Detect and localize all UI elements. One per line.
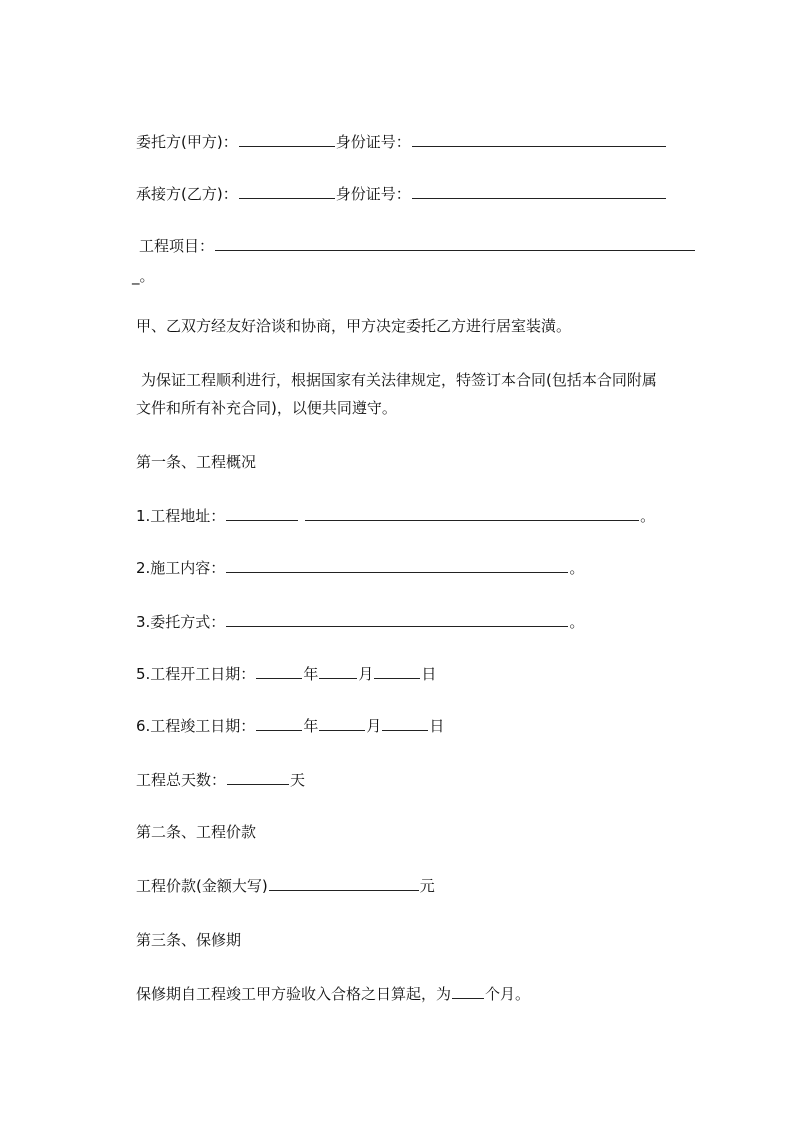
price-line: [136, 876, 700, 896]
end-day-blank[interactable]: [382, 716, 428, 731]
price-unit: 元: [419, 877, 435, 895]
article1-title: 第一条、工程概况: [136, 453, 257, 471]
start-month: 月: [358, 665, 374, 683]
total-days-label: 工程总天数：: [136, 771, 227, 789]
start-year-blank[interactable]: [256, 664, 302, 679]
item5-line: [136, 664, 700, 684]
end-month-blank[interactable]: [319, 716, 365, 731]
end-year: 年: [303, 717, 319, 735]
contractor-label: 承接方(乙方)：: [136, 185, 238, 203]
total-days-blank[interactable]: [227, 770, 289, 785]
item6-label: 6.工程竣工日期：: [136, 717, 256, 735]
agreement-text: 甲、乙双方经友好洽谈和协商，甲方决定委托乙方进行居室装潢。: [136, 317, 572, 335]
article3-title: 第三条、保修期: [136, 931, 242, 949]
method-blank[interactable]: [226, 612, 568, 627]
contractor-id-blank[interactable]: [412, 184, 666, 199]
purpose-text-2: 文件和所有补充合同)，以便共同遵守。: [136, 399, 397, 417]
item6-line: [136, 716, 700, 736]
start-year: 年: [303, 665, 319, 683]
total-days-unit: 天: [290, 771, 306, 789]
end-month: 月: [366, 717, 382, 735]
item1-label: 1.工程地址：: [136, 507, 226, 525]
project-line: [139, 236, 703, 256]
warranty-months-blank[interactable]: [452, 984, 484, 999]
warranty-line: [136, 984, 700, 1004]
client-id-blank[interactable]: [412, 132, 666, 147]
total-days-line: [136, 770, 700, 790]
address-blank-a[interactable]: [226, 506, 298, 521]
contractor-name-blank[interactable]: [239, 184, 335, 199]
client-label: 委托方(甲方)：: [136, 133, 238, 151]
client-name-blank[interactable]: [239, 132, 335, 147]
address-blank-b[interactable]: [305, 506, 639, 521]
project-label: 工程项目：: [139, 237, 215, 255]
item3-period: 。: [569, 613, 585, 631]
article2-title: 第二条、工程价款: [136, 823, 257, 841]
warranty-text-1: 保修期自工程竣工甲方验收入合格之日算起，为: [136, 985, 452, 1003]
start-month-blank[interactable]: [319, 664, 357, 679]
start-day-blank[interactable]: [374, 664, 420, 679]
price-blank[interactable]: [269, 876, 419, 891]
purpose-text-1: 为保证工程顺利进行，根据国家有关法律规定，特签订本合同(包括本合同附属: [141, 371, 657, 389]
end-year-blank[interactable]: [256, 716, 302, 731]
contractor-id-label: 身份证号：: [335, 185, 411, 203]
client-line: [136, 132, 700, 152]
item3-line: [136, 612, 700, 632]
item3-label: 3.委托方式：: [136, 613, 226, 631]
warranty-text-2: 个月。: [485, 985, 531, 1003]
item1-period: 。: [640, 507, 656, 525]
start-day: 日: [421, 665, 437, 683]
item1-line: [136, 506, 700, 526]
item5-label: 5.工程开工日期：: [136, 665, 256, 683]
client-id-label: 身份证号：: [335, 133, 411, 151]
contractor-line: [136, 184, 700, 204]
item2-line: [136, 558, 700, 578]
price-label: 工程价款(金额大写): [136, 877, 268, 895]
end-day: 日: [429, 717, 445, 735]
item2-period: 。: [569, 559, 585, 577]
item2-label: 2.施工内容：: [136, 559, 226, 577]
project-end: _。: [132, 267, 155, 285]
project-blank[interactable]: [215, 236, 695, 251]
content-blank[interactable]: [226, 558, 568, 573]
